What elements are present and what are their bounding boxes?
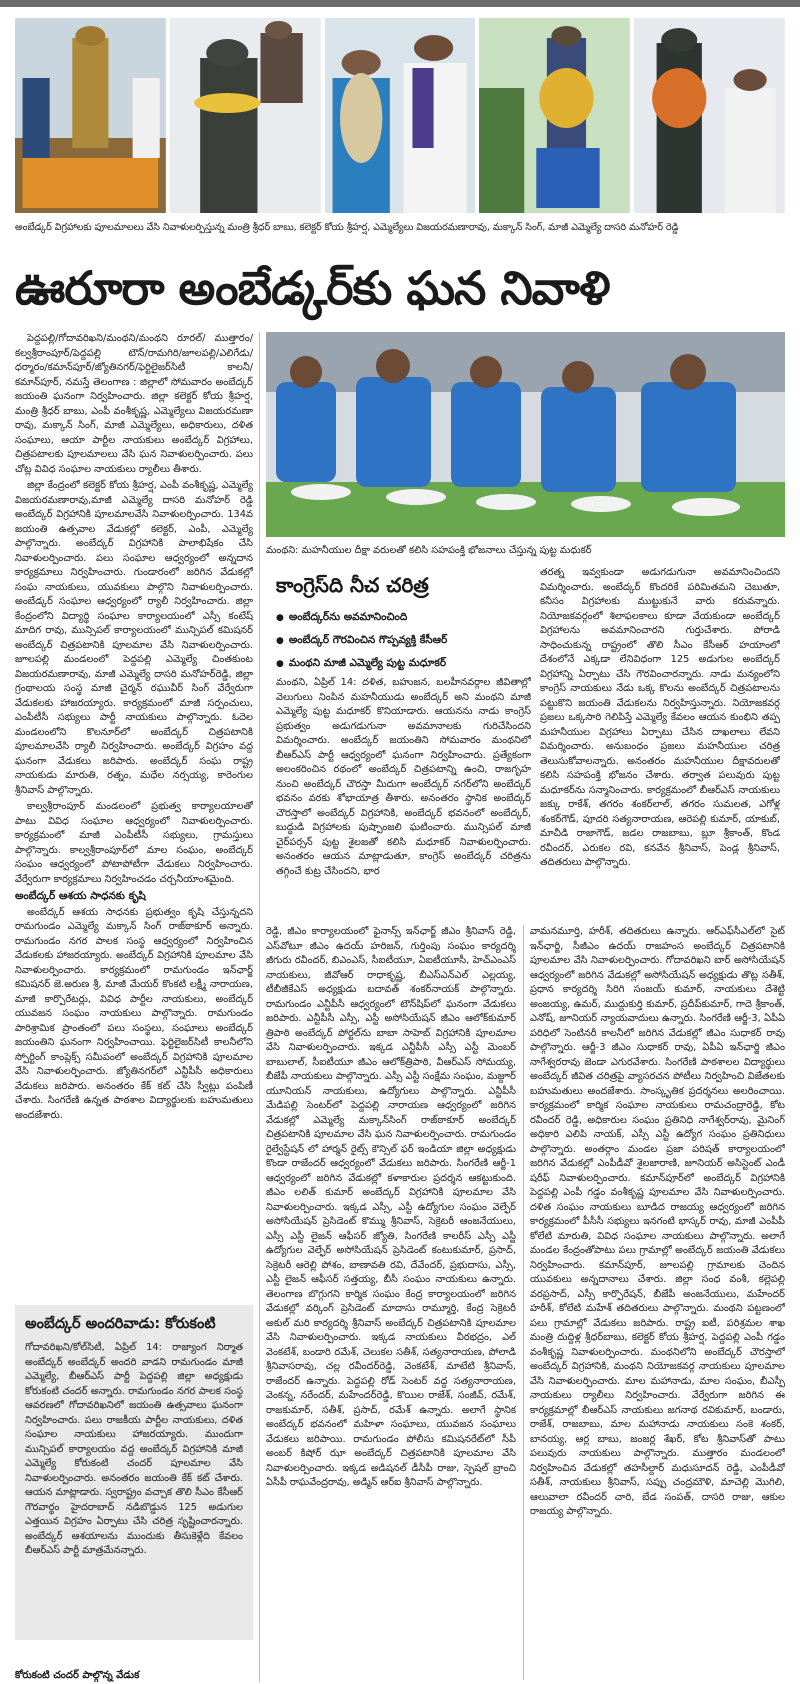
lower-right-text: వామనమూర్తి, హరీశ్, తదితరులు ఉన్నారు. ఆర్ఎఫ్‌సీఎల్‌లో సైట్ ఇన్‌ఛార్జి, సీజీఎం ఉదయ్ రాజహంస అంబేద్కర్ చిత్రపటానికి పూలమాల వేసి నివాళులర్పించారు. గోదావరిఖని బార్ అసోసియేషన్ ఆధ్వర్యంలో జరిగిన వేడుకల్లో అసోసియేషన్ అధ్యక్షుడు తొట్ల సతీశ్, ప్రధాన కార్యదర్శి సిరిగి సంజయ్ కుమార్, నాయకులు దేశెట్టి అంజయ్య, ఉమర్, ముద్దుకుర్తి కుమార్, ప్రదీప్‌కుమార్, గాదె శ్రీకాంత్, ఎనోష్, జూనియర్ న్యాయవాదులు ఉన్నారు. సింగరేణి ఆర్జీ-3, ఏపీఏ పరిధిలో సెంటినరీ కాలనీలో జరిగిన వేడుకల్లో జీఎం సుధాకర్ రావు పాల్గొన్నారు. ఆర్జీ-3 జీఎం సుధాకర్ రావు, ఏపీఏ ఇన్‌ఛార్జి జీఎం నాగేశ్వరరావు జెండా ఎగురవేశారు. సింగరేణి పాఠశాలల విద్యార్థులు అంబేద్కర్ జీవిత చరిత్రపై వ్యాసరచన పోటీలు నిర్వహించి విజేతలకు బహుమతులు అందజేశారు. సాంస్కృతిక ప్రదర్శనలు అలరించాయి. కార్యక్రమంలో కార్మిక సంఘాల నాయకులు రామచంద్రారెడ్డి, కోట రవీందర్ రెడ్డి, అధికారుల సంఘం ప్రతినిధి నాగేశ్వర్‌రావు, మైనింగ్ అధికారి ఎలిపి నాయక్, ఎస్సీ ఎస్టీ ఉద్యోగ సంఘం ప్రతినిధులు పాల్గొన్నారు. అంతర్గాం మండల ప్రజా పరిషత్ కార్యాలయంలో జరిగిన వేడుకల్లో ఎంపీడీవో శైలజారాణి, జూనియర్ అసిస్టెంట్ ఎండీ షరీఫ్ నివాళులర్పించారు. కమాన్‌పూర్‌లో అంబేద్కర్ విగ్రహానికి పెద్దపల్లి ఎంపీ గడ్డం వంశీకృష్ణ పూలమాల వేసి నివాళులర్పించారు. దళిత సంఘం నాయకులు బూడిద రాజయ్య ఆధ్వర్యంలో జరిగిన కార్యక్రమంలో పీసీసీ సభ్యులు ఇనగంటి భాస్కర్ రావు, మాజీ ఎంపీపీ కోలేటి మారుతి, వివిధ సంఘాల నాయకులు పాల్గొన్నారు. అలాగే మండల కేంద్రంతోపాటు పలు గ్రామాల్లో అంబేద్కర్ జయంతి వేడుకలు నిర్వహించారు. కమాన్‌పూర్, జూలపల్లి గ్రామాలకు చెందిన యువకులు అన్నదానాలు చేశారు. జిల్లా సంధ వంశీ, కల్లెపల్లి వరప్రసాద్, ఎస్సీ కార్పొరేషన్, బీజేపీ అంజనేయులు, మహేందర్ హరీశ్, కోలేటి మహేశ్ తదితరులు పాల్గొన్నారు. మంథని పట్టణంలో పలు గ్రామాల్లో వేడుకలు జరిపారు. రాష్ట్ర ఐటీ, పరిశ్రమల శాఖ మంత్రి దుద్దిళ్ల శ్రీధర్‌బాబు, కలెక్టర్ కోయ శ్రీహర్ష, పెద్దపల్లి ఎంపీ గడ్డం వంశీకృష్ణ నివాళులర్పించారు. మంథనిలోని అంబేద్కర్ చౌరస్తాలో అంబేద్కర్ విగ్రహానికి, మంథని నియోజకవర్గ నాయకులు పూలమాల వేసి నివాళులర్పించారు. మాల మహానాడు, మాల సంఘం, బీఎస్పీ నాయకులు ర్యాలీలు నిర్వహించారు. వేర్వేరుగా జరిగిన ఈ కార్యక్రమాల్లో బీఆర్ఎస్ నాయకులు జగనాథ రవికుమార్, బండారు, రాజేశ్, రాజబాబు, మాల మహానాడు నాయకులు సంకె శంకర్, బానయ్య, ఆర్ల బాబు, జంజర్ల శేఖర్, కోట శ్రీనివాస్‌తో పాటు పలువురు నాయకులు పాల్గొన్నారు. ముత్తారం మండలంలో నిర్వహించిన వేడుకల్లో తహసీల్దార్ మధుసూదన్ రెడ్డి, ఎంపీడీవో సతీశ్, నాయకులు శ్రీనివాస్, సప్పు చంద్రమౌళి, మాచెల్లి మొగిలి, ఆలువాలా రవీందర్ చారి, బేడ సంపత్, దాసరి రాజు, ఆకుల రాజయ్య పాల్గొన్నారు. bbox=[530, 926, 785, 1517]
box-bullet: ● అంబేద్కర్‌ను అవమానించింది bbox=[276, 606, 531, 629]
column-divider bbox=[523, 925, 524, 1680]
side-box-body: గోదావరిఖని/కోల్‌సిటీ, ఏప్రిల్ 14: రాజ్యాంగ నిర్మాత అంబేద్కర్ అంబేద్కర్ అందరి వాడని రామగుండం మాజీ ఎమ్మెల్యే, బీఆర్‌ఎస్ పార్టీ పెద్దపల్లి జిల్లా అధ్యక్షుడు కోరుకంటి చందర్ అన్నారు. రామగుండం నగర పాలక సంస్థ ఆవరణలో గోదావరిఖనిలో జయంతి ఉత్సవాలు ఘనంగా నిర్వహించారు. పలు రాజకీయ పార్టీల నాయకులు, దళిత సంఘాల నాయకులు హాజరయ్యారు. ముందుగా మున్సిపల్ కార్యాలయం వద్ద అంబేద్కర్ విగ్రహానికి మాజీ ఎమ్మెల్యే కోరుకంటి చందర్ పూలమాల వేసి నివాళులర్పించారు. అనంతరం జయంతి కేక్ కట్ చేశారు. ఆయన మాట్లాడారు. స్వరాష్ట్రం వచ్చాక తొలి సీఎం కేసీఆర్ గౌరవార్థం హైదరాబాద్ నడిబొడ్డున 125 అడుగుల ఎత్తయిన విగ్రహం ఏర్పాటు చేసి చరిత్ర సృష్టించారన్నారు. అంబేద్కర్ ఆశయాలను ముందుకు తీసుకెళ్లేది కేవలం బీఆర్‌ఎస్ పార్టీ మాత్రమేనన్నారు. bbox=[25, 1342, 243, 1556]
column-divider bbox=[259, 332, 260, 1682]
col1-paragraph-2: జిల్లా కేంద్రంలో కలెక్టర్ కోయ శ్రీహర్ష, ఎంపీ వంశీకృష్ణ, ఎమ్మెల్యే విజయరమణారావు,మాజీ ఎమ్మెల్యే దాసరి మనోహర్ రెడ్డి అంబేద్కర్ విగ్రహానికి పూలమాలవేసి నివాళులర్పించారు. 134వ జయంతి ఉత్సవాల వేడుకల్లో కలెక్టర్, ఎంపీ, ఎమ్మెల్యే పాల్గొన్నారు. అంబేద్కర్ విగ్రహానికి పాలాభిషేకం చేసి నివాళులర్పించారు. పలు సంఘాల ఆధ్వర్యంలో అన్నదాన కార్యక్రమాలు నిర్వహించారు. గుండారంలో జరిగిన వేడుకల్లో సంఘ నాయకులు, యువకులు పాల్గొని నివాళులర్పించారు. అంబేడ్కర్ సంఘాల ఆధ్వర్యంలో ర్యాలీ నిర్వహించారు. జిల్లా కేంద్రంలోని విద్యార్థి సంఘాల కార్యాలయంలో ఎస్సీ కంటేష్ మాదిగ రావు, మున్సిపల్ కార్యాలయంలో మున్సిపల్ కమిషనర్ అంబేద్కర్ చిత్రపటానికి పూలమాల వేసి నివాళులర్పించారు. జూలపల్లి మండలంలో పెద్దపల్లి ఎమ్మెల్యే చింతకుంట విజయరమణారావు, మాజీ ఎమ్మెల్యే దాసరి మనోహర్‌రెడ్డి, జిల్లా గ్రంథాలయ సంస్థ మాజీ చైర్మన్ రఘువీర్ సింగ్ వేర్వేరుగా వేడుకలకు హాజరయ్యారు. కార్యక్రమంలో మాజీ సర్పంచులు, ఎంపీటీసీ సభ్యులు పార్టీ నాయకులు పాల్గొన్నారు. ఓదెల మండలంలోని కొలనూర్‌లో అంబేద్కర్ చిత్రపటానికి పూలమాలవేసి ర్యాలీ నిర్వహించారు. అంబేద్కర్ విగ్రహం వద్ద ఘనంగా వేడుకలు జరిపారు. అంబేద్కర్ సంఘ రాష్ట్ర నాయకుడు మారుతి, రత్నం, మధేల నర్సయ్య, కారెంగుల శ్రీనివాస్ పాల్గొన్నారు. bbox=[15, 480, 253, 796]
box-bullet: ● అంబేద్కర్ గౌరవించిన గొప్పవ్యక్తి కేసీఆర్ bbox=[276, 629, 531, 652]
box-left-text: మంథని, ఏప్రిల్ 14: దళిత, బహుజన, బలహీనవర్గాల జీవితాల్లో వెలుగులు నింపిన మహనీయుడు అంబేద్కర్ అని మంథని మాజీ ఎమ్మెల్యే పుట్ట మధూకర్ కొనియాడారు. ఆయనను నాడు కాంగ్రెస్ ప్రభుత్వం అడుగడుగునా అవమానాలకు గురిచేసిందని విమర్శించారు. అంబేద్కర్ జయంతిని సోమవారం మంథనిలో బీఆర్ఎస్ పార్టీ ఆధ్వర్యంలో ఘనంగా నిర్వహించారు. ప్రత్యేకంగా అలంకరించిన రథంలో అంబేద్కర్ చిత్రపటాన్ని ఉంచి, రాజగృహ నుంచి అంబేద్కర్ చౌరస్తా మీదుగా అంబేద్కర్ నగర్‌లోని అంబేద్కర్ భవనం వరకు శోభాయాత్ర తీశారు. అనంతరం స్థానిక అంబేద్కర్ చౌరస్తాలో అంబేద్కర్ విగ్రహానికి, అంబేద్కర్ భవనంలో అంబేద్కర్, బుద్ధుడి విగ్రహాలకు పుష్పాంజలి ఘటించారు. మున్సిపల్ మాజీ చైర్‌పర్సన్ పుట్ట శైలజతో కలిసి మధూకర్ నివాళులర్పించారు. అనంతరం ఆయన మాట్లాడుతూ, కాంగ్రెస్ అంబేద్కర్ చరిత్రను తగ్గించే కుట్ర చేసిందని, భార bbox=[276, 677, 531, 877]
photo-strip bbox=[15, 18, 785, 213]
statue-photo-2 bbox=[170, 18, 321, 213]
congress-story-box bbox=[266, 564, 785, 919]
col1-paragraph-1: పెద్దపల్లి/గోదావరిఖని/మంథని/మంథని రూరల్/ ముత్తారం/కల్వశ్రీరాంపూర్/పెద్దపల్లి టౌన్/రామగిరి/జూలపల్లి/ఎలిగేడు/ధర్మారం/కమాన్‌పూర్/జ్యోతినగర్/ఫెర్టిలైజర్‌సిటీ కాలనీ/కమాన్‌పూర్, నమస్తే తెలంగాణ : జిల్లాలో సోమవారం అంబేద్కర్ జయంతి ఘనంగా నిర్వహించారు. జిల్లా కలెక్టర్ కోయ శ్రీహర్ష, మంత్రి శ్రీధర్ బాబు, ఎంపీ వంశీకృష్ణ, ఎమ్మెల్యేలు విజయరమణా రావు, మక్కాన్ సింగ్, మాజీ ఎమ్మెల్యేలు, అధికారులు, దళిత సంఘాలు, ఆయా పార్టీల నాయకులు అంబేద్కర్ విగ్రహాలు, చిత్రపటాలకు పూలమాలలు వేసి ఘన నివాళులర్పించారు. పలు చోట్ల వివిధ సంఘాల నాయకులు ర్యాలీలు తీశారు. bbox=[15, 333, 253, 475]
statue-photo-1 bbox=[15, 18, 166, 213]
photo-leaders-garland bbox=[325, 18, 476, 213]
main-photo-caption: మంథని: మహనీయుల దీక్షా వరులతో కలిసి సహపంక్తి భోజనాలు చేస్తున్న పుట్ట మధుకర్ bbox=[266, 542, 785, 560]
photo-statue-garland-3 bbox=[479, 18, 630, 213]
main-photo-image bbox=[266, 332, 785, 537]
leaders-photo bbox=[325, 18, 476, 213]
side-news-box bbox=[15, 1305, 253, 1640]
photo-strip-caption: అంబేడ్కర్ విగ్రహాలకు పూలమాలలు వేసి నివాళులర్పిస్తున్న మంత్రి శ్రీధర్ బాబు, కలెక్టర్ కోయ శ్రీహర్ష, ఎమ్మెల్యేలు విజయరమణారావు, మక్కాన్ సింగ్, మాజీ ఎమ్మెల్యే దాసరి మనోహర్ రెడ్డి bbox=[15, 222, 679, 233]
box-bullet: ● మంథని మాజీ ఎమ్మెల్యే పుట్ట మధూకర్ bbox=[276, 652, 531, 675]
headline: ఊరూరా అంబేడ్కర్‌కు ఘన నివాళి bbox=[15, 261, 610, 315]
main-photo-lunch bbox=[266, 332, 785, 537]
col1-paragraph-4: అంబేద్కర్ ఆశయ సాధనకు ప్రభుత్వం కృషి చేస్తున్నదని రామగుండం ఎమ్మెల్యే మక్కాన్ సింగ్ రాజ్‌ఠాకూర్ అన్నారు. రామగుండం నగర పాలక సంస్థ ఆధ్వర్యంలో నిర్వహించిన వేడుకలకు హాజరయ్యారు. అంబేద్కర్ విగ్రహానికి పూలమాల వేసి నివాళులర్పించారు. కార్యక్రమంలో రామగుండం ఇన్‌ఛార్జ్ కమిషనర్ జె.అరుణ శ్రీ, మాజీ మేయర్ కొంకటి లక్ష్మీ నారాయణ, మాజీ కార్పొరేటర్లు, వివిధ పార్టీల నాయకులు, అంబేద్కర్ యువజన సంఘం నాయకులు పాల్గొన్నారు. రామగుండం పారిశ్రామిక ప్రాంతంలో పలు సంస్థలు, సంఘాలు అంబేద్కర్ జయంతిని ఘనంగా నిర్వహించాయి. ఫెర్టిలైజర్‌సిటీ కాలనీలోని స్పోర్టింగ్ కాంప్లెక్స్ సమీపంలో అంబేద్కర్ విగ్రహానికి పూలమాల వేసి నివాళులర్పించారు. జ్యోతినగర్‌లో ఎన్టీపీసీ అధికారులు వేడుకలు జరిపారు. అనంతరం కేక్ కట్ చేసి స్వీట్లు పంపిణీ చేశారు. సింగరేణి ఉన్నత పాఠశాల విద్యార్థులకు బహుమతులు అందజేశారు. bbox=[15, 906, 253, 1121]
photo-statue-garland-2 bbox=[170, 18, 321, 213]
col1-paragraph-3: కాల్వశ్రీరాంపూర్ మండలంలో ప్రభుత్వ కార్యాలయాలతో పాటు వివిధ సంఘాల ఆధ్వర్యంలో నివాళులర్పించారు. కార్యక్రమంలో మాజీ ఎంపీటీసీ సభ్యులు, గ్రామస్తులు పాల్గొన్నారు. కాల్వశ్రీరాంపూర్‌లో మాల సంఘం, అంబేద్కర్ సంఘం ఆధ్వర్యంలో పోటాపోటీగా వేడుకలు నిర్వహించారు. వేర్వేరుగా కార్యక్రమాలు నిర్వహించడం చర్చనీయాంశమైంది. bbox=[15, 801, 253, 885]
statue-photo-4 bbox=[634, 18, 785, 213]
lower-middle-text: రెడ్డి, జీఎం కార్యాలయంలో ఫైనాన్స్ ఇన్‌ఛార్జ్ జీఎం శ్రీనివాస్ రెడ్డి, ఎస్‌వోటూ జీఎం ఉదయ్ హరిజన్, గుర్తింపు సంఘం కార్యదర్శి జీగురు రవీందర్, బిఎంఎస్, సీఐటీయూ, ఏఐటీయూసీ, హెచ్ఎంఎస్ నాయకులు, జీవోఆర్ రాధాకృష్ణ, బీఎస్ఎన్ఎల్ ఎల్లయ్య, టీబీజీకేఎస్ అధ్యక్షుడు బదావత్ శంకర్‌నాయక్ పాల్గొన్నారు. రామగుండం ఎన్టీపీసీ ఆధ్వర్యంలో టౌన్‌షిప్‌లో ఘనంగా వేడుకలు జరిపారు. ఎన్టీపీసీ ఎస్సీ, ఎస్టీ అసోసియేషన్ జీఎం ఆలోక్‌కుమార్ త్రిపాఠి అంబేద్కర్ పోర్టల్‌ను బాబా సాహెబ్ విగ్రహానికి పూలమాల వేసి నివాళులర్పించారు. ఇక్కడ ఎన్టీపీసీ ఎస్సీ ఎస్టీ మెంబర్ బాబులాల్, సీఐటీయూ జీఎం ఆలోక్‌త్రిపాఠి, వీఆర్ఎస్ సోమయ్య, బీజేపీ నాయకులు పాల్గొన్నారు. ఎస్సీ ఎస్టీ సంక్షేమ సంఘం, మజ్దూర్ యూనియన్ నాయకులు, ఉద్యోగులు పాల్గొన్నారు. ఎన్టీపీసీ మేడిపల్లి సెంటర్‌లో పెద్దపల్లి నారాయణ ఆధ్వర్యంలో జరిగిన వేడుకల్లో ఎమ్మెల్యే మక్కాన్‌సింగ్ రాజ్‌ఠాకూర్ అంబేద్కర్ చిత్రపటానికి పూలమాల వేసి ఘన నివాళులర్పించారు. రామగుండం రైల్వేస్టేషన్ లో హార్మన్ రైట్స్ కౌన్సిల్ ఫర్ ఇండియా జిల్లా అధ్యక్షుడు కొండా రాజేందర్ ఆధ్వర్యంలో వేడుకలు జరిపారు. సింగరేణి ఆర్జీ-1 ఆధ్వర్యంలో జరిగిన వేడుకల్లో కళాకారుల ప్రదర్శన ఆకట్టుకుంది. జీఎం లలిత్ కుమార్ అంబేద్కర్ విగ్రహానికి పూలమాల వేసి నివాళులర్పించారు. ఇక్కడ ఎస్సీ, ఎస్టీ ఉద్యోగుల సంఘం వెల్ఫేర్ అసోసియేషన్ ప్రెసిడెంట్ కొమ్ము శ్రీనివాస్, సెక్రెటరీ ఆంజనేయులు, ఎస్సీ ఎస్టీ లైజన్ ఆఫీసర్ జ్యోతి, సింగరేణి కాలరీస్ ఎస్సీ ఎస్టీ ఉద్యోగుల వెల్ఫేర్ అసోసియేషన్ ప్రెసిడెంట్ కంటుకుమార్, ప్రసాద్, సెక్రెటరీ ఆరెల్లి పోశం, బాణావతి రవి, దేవేందర్, ప్రభుదాసు, ఎస్సీ, ఎస్టీ లైజన్ ఆఫీసర్ సత్తయ్య, బీసీ సంఘం నాయకులు ఉన్నారు. తెలంగాణ బొగ్గుగని కార్మిక సంఘం కేంద్ర కార్యాలయంలో జరిగిన వేడుకల్లో వర్కింగ్ ప్రెసిడెంట్ మాదాసు రామ్మూర్తి, కేంద్ర సెక్రెటరీ అకుల్ మరి కార్యదర్శి శ్రీనివాస్ అంబేద్కర్ చిత్రపటానికి పూలమాల వేసి నివాళులర్పించారు. ఇక్కడ నాయకులు వీరభద్రం, ఎల్ వెంకటేశ్, బండారి రమేశ్, చెలుకల సతీశ్, సత్యనారాయణ, పోలాడి శ్రీనివాసరావు, చల్ల రవీందర్‌రెడ్డి, వెంకటేశ్, మాటేటి శ్రీనివాస్, రాజేందర్ ఉన్నారు. పెద్దపల్లి రోడ్ సెంటర్ వద్ద సత్యనారాయణ, వెంకన్న, నరేందర్, మహేందర్‌రెడ్డి, కొయిల రాజేశ్, సంజీవ్, రమేశ్, రాజకుమార్, సతీశ్, ప్రసాద్, రమేశ్ ఉన్నారు. అలాగే స్థానిక అంబేద్కర్ భవనంలో మహిళా సంఘాలు, యువజన సంఘాలు వేడుకలు జరిపాయి. రామగుండం పోలీసు కమిషనరేట్‌లో సీపీ అంబర్ కిషోర్ ఝా అంబేద్కర్ చిత్రపటానికి పూలమాల వేసి నివాళులర్పించారు. ఇక్కడ అడిషనల్ డీసీపీ రాజు, స్పెషల్ బ్రాంచి ఏసీపీ రాఘవేంద్రరావు, అడ్మిన్ ఆర్‌ఐ శ్రీనివాస్ పాల్గొన్నారు. bbox=[266, 926, 516, 1488]
box-title: కాంగ్రెస్‌ది నీచ చరిత్ర bbox=[276, 573, 429, 597]
col1-subheading: అంబేద్కర్ ఆశయ సాధనకు కృషి bbox=[15, 890, 146, 902]
box-right-text: తరత్న ఇవ్వకుండా అడుగడుగునా అవమానించిందని విమర్శించారు. అంబేద్కర్ కొందరికే పరిమితమని చెబుతూ, కనీసం విగ్రహాలకు ముట్టుకునే వారు కరువన్నారు. నియోజకవర్గంలో శిలాఫలకాలు కూడా వేయకుండా అంబేద్కర్ విగ్రహాలను అవమానించారని గుర్తుచేశారు. పోరాడి సాధించుకున్న రాష్ట్రంలో తొలి సీఎం కేసీఆర్ హయాంలో దేశంలోనే ఎక్కడా లేనివిధంగా 125 అడుగుల అంబేద్కర్ విగ్రహాన్ని ఏర్పాటు చేసి గౌరవించారన్నారు. నాడు మన్యంలోని కాంగ్రెస్ నాయకులు నేడు ఒక్క కొలను అంబేద్కర్ చిత్రపటాలను పట్టుకొని జయంతి వేడుకలను నిర్వహిస్తున్నారు. నియోజకవర్గ ప్రజలు ఒక్కసారి గెలిపిస్తే ఎమ్మెల్యే కేవలం ఆయన కుంభిని తప్ప మహనీయుల విగ్రహాలు ఏర్పాటు చేసిన దాఖలాలు లేవని విమర్శించారు. అనుబంధం ప్రజలు మహనీయుల చరిత్ర తెలుసుకోవాలన్నారు. అనంతరం మహనీయుల దీక్షావరులతో కలిసి సహపంక్తి భోజనం చేశారు. తర్వాత పలువురు పుట్ట మధూకర్‌ను సన్మానించారు. కార్యక్రమంలో బీఆర్ఎస్ నాయకులు జక్కు రాకేశ్, తగరం శంకర్‌లాల్, తగరం సుమలత, ఎగోళ్ల శంకర్‌గౌడ్, పూదరి సత్యనారాయణ, ఆరెపల్లి కుమార్, యాకుబ్, మాచీడి రాజాగౌడ్, జడల రాజబాబు, బ్లూ శ్రీకాంత్, కొండ రవీందర్, ఎరుకల రవి, కనవేన శ్రీనివాస్, పెండ్ల శ్రీనివాస్, తదితరులు పాల్గొన్నారు. bbox=[540, 567, 780, 868]
photo-statue-garland-4 bbox=[634, 18, 785, 213]
photo-statue-garland-1 bbox=[15, 18, 166, 213]
side-box-title: అంబేద్కర్ అందరివాడు: కోరుకంటి bbox=[25, 1316, 216, 1332]
bottom-fragment-heading: కోరుకంటి చందర్ పాల్గొన్న వేడుక bbox=[15, 1670, 140, 1681]
statue-photo-3 bbox=[479, 18, 630, 213]
box-bullet-list bbox=[276, 606, 531, 675]
page-top-bar bbox=[0, 0, 800, 7]
